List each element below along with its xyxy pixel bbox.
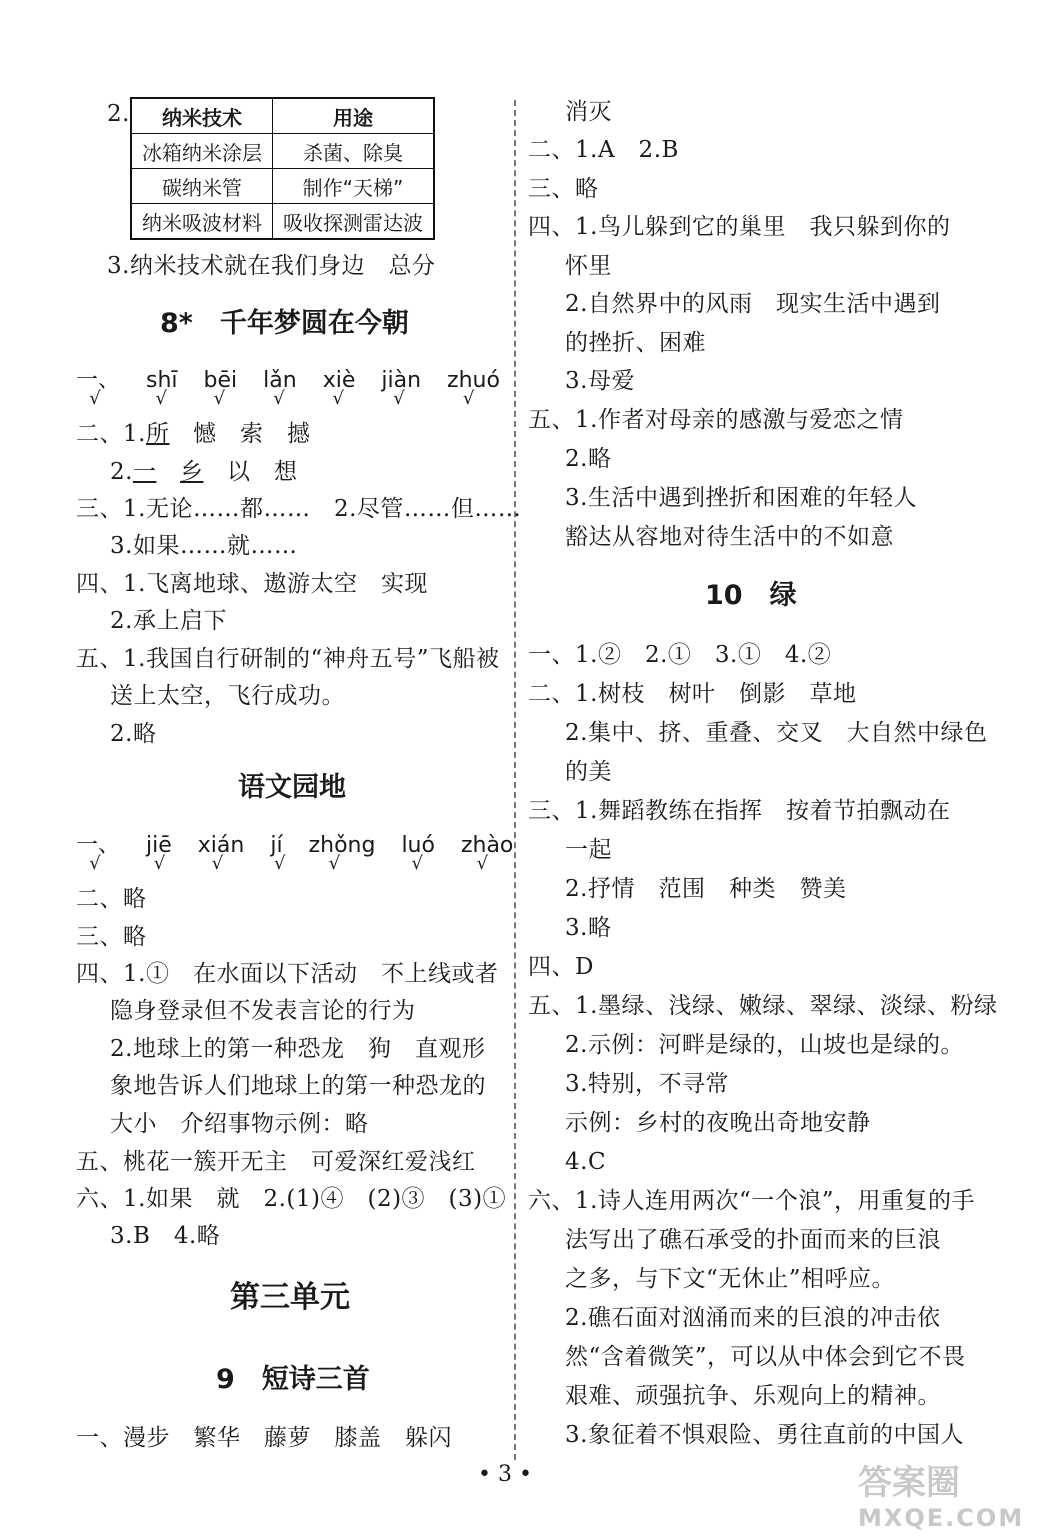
answer-line: 3.生活中遇到挫折和困难的年轻人 xyxy=(565,485,917,511)
table-header: 用途 xyxy=(273,98,435,134)
answer-line: 3.如果……就…… xyxy=(110,533,298,559)
answer-line: 3.B 4.略 xyxy=(110,1223,221,1249)
answer-line: 四、D xyxy=(528,954,594,980)
table-header-row xyxy=(131,98,434,134)
answer-line: 五、桃花一簇开无主 可爱深红爱浅红 xyxy=(76,1149,476,1175)
table-cell: 纳米吸波材料 xyxy=(131,204,273,240)
table-cell: 碳纳米管 xyxy=(131,169,273,204)
answer-line: 示例：乡村的夜晚出奇地安静 xyxy=(565,1110,871,1136)
answer-line: 2.略 xyxy=(110,721,157,747)
answer-line: 五、1.作者对母亲的感激与爱恋之情 xyxy=(528,407,904,433)
answer-line: 五、1.我国自行研制的“神舟五号”飞船被 xyxy=(76,646,500,672)
answer-text: 憾 索 撼 xyxy=(169,421,311,447)
answer-line: 象地告诉人们地球上的第一种恐龙的 xyxy=(110,1073,486,1099)
pinyin-item: luó √ xyxy=(401,833,435,859)
answer-line: 六、1.如果 就 2.(1)④ (2)③ (3)① xyxy=(76,1186,507,1212)
answer-line: 3.母爱 xyxy=(565,368,635,394)
answer-line: 2.承上启下 xyxy=(110,608,227,634)
page-number: • 3 • xyxy=(478,1462,532,1487)
answer-line: 二、略 xyxy=(76,886,147,912)
pinyin-item: bēi √ xyxy=(204,368,238,394)
answer-line: 2.抒情 范围 种类 赞美 xyxy=(565,876,847,902)
answer-line xyxy=(110,458,297,486)
answer-line: 三、略 xyxy=(76,924,147,950)
section-heading-10: 10 绿 xyxy=(705,580,797,611)
answer-line: 六、1.诗人连用两次“一个浪”，用重复的手 xyxy=(528,1188,975,1214)
watermark-url: MXQE.COM xyxy=(858,1504,1025,1532)
table-row xyxy=(131,134,434,169)
pinyin-item: xiè √ xyxy=(323,368,356,394)
pinyin-label: 一、 √ xyxy=(76,833,120,859)
answer-line: 之多，与下文“无休止”相呼应。 xyxy=(565,1266,896,1292)
section-heading-8: 8* 千年梦圆在今朝 xyxy=(160,308,409,339)
answer-text: 以 想 xyxy=(203,459,298,485)
answer-line: 3.象征着不惧艰险、勇往直前的中国人 xyxy=(565,1422,964,1448)
answer-line: 隐身登录但不发表言论的行为 xyxy=(110,998,416,1024)
pinyin-item: zhào √ xyxy=(461,833,513,859)
pinyin-row-8 xyxy=(76,368,526,394)
underlined-char: 所 xyxy=(145,421,170,447)
answer-line: 3.略 xyxy=(565,915,612,941)
table-row xyxy=(131,169,434,204)
answer-line: 三、1.无论……都…… 2.尽管……但…… xyxy=(76,496,522,522)
table-row xyxy=(131,204,434,240)
pinyin-item: jiē √ xyxy=(146,833,172,859)
answer-line: 2.略 xyxy=(565,446,612,472)
pinyin-label: 一、 √ xyxy=(76,368,120,394)
pinyin-item: zhǒng √ xyxy=(309,833,376,859)
answer-line: 送上太空，飞行成功。 xyxy=(110,683,345,709)
answer-line: 大小 介绍事物示例：略 xyxy=(110,1111,369,1137)
watermark-logo xyxy=(858,1455,1038,1532)
answer-line: 艰难、顽强抗争、乐观向上的精神。 xyxy=(565,1383,941,1409)
section-heading-9: 9 短诗三首 xyxy=(216,1364,370,1395)
column-divider xyxy=(514,100,516,1460)
answer-prefix: 二、1. xyxy=(76,421,146,447)
pinyin-item: shī √ xyxy=(146,368,178,394)
pinyin-item: xián √ xyxy=(198,833,245,859)
answer-line: 豁达从容地对待生活中的不如意 xyxy=(565,524,894,550)
answer-line: 3.特别，不寻常 xyxy=(565,1071,729,1097)
answer-line: 三、1.舞蹈教练在指挥 按着节拍飘动在 xyxy=(528,798,951,824)
table-header: 纳米技术 xyxy=(131,98,273,134)
answer-line: 2.地球上的第一种恐龙 狗 直观形 xyxy=(110,1036,486,1062)
pinyin-item: jiàn √ xyxy=(381,368,421,394)
pinyin-row-ywyd xyxy=(76,833,539,859)
answer-prefix: 2. xyxy=(110,459,133,485)
answer-line: 四、1.飞离地球、遨游太空 实现 xyxy=(76,571,428,597)
section-heading-ywyd: 语文园地 xyxy=(238,772,346,803)
answer-line: 2.示例：河畔是绿的，山坡也是绿的。 xyxy=(565,1032,964,1058)
answer-line xyxy=(76,420,310,448)
table-cell: 杀菌、除臭 xyxy=(273,134,435,169)
answer-line: 五、1.墨绿、浅绿、嫩绿、翠绿、淡绿、粉绿 xyxy=(528,993,998,1019)
answer-line: 一、漫步 繁华 藤萝 膝盖 躲闪 xyxy=(76,1425,452,1451)
answer-line: 四、1.① 在水面以下活动 不上线或者 xyxy=(76,961,499,987)
answer-line: 三、略 xyxy=(528,176,599,202)
pinyin-item: lǎn √ xyxy=(263,368,297,394)
answer-line: 二、1.A 2.B xyxy=(528,137,679,163)
answer-line: 的挫折、困难 xyxy=(565,330,706,356)
answer-line: 一、1.② 2.① 3.① 4.② xyxy=(528,642,832,668)
pinyin-item: jí √ xyxy=(270,833,282,859)
table-cell: 制作“天梯” xyxy=(273,169,435,204)
answer-line: 法写出了礁石承受的扑面而来的巨浪 xyxy=(565,1227,941,1253)
nano-table xyxy=(130,97,435,240)
pinyin-item: zhuó √ xyxy=(447,368,500,394)
answer-line: 然“含着微笑”，可以从中体会到它不畏 xyxy=(565,1344,966,1370)
answer-line: 3.纳米技术就在我们身边 总分 xyxy=(107,253,436,279)
underlined-char: 一 xyxy=(132,459,157,485)
answer-line: 一起 xyxy=(565,837,612,863)
unit-heading: 第三单元 xyxy=(230,1280,350,1315)
answer-line: 消灭 xyxy=(565,99,612,125)
answer-line: 四、1.鸟儿躲到它的巢里 我只躲到你的 xyxy=(528,214,951,240)
table-cell: 冰箱纳米涂层 xyxy=(131,134,273,169)
underlined-char: 乡 xyxy=(179,459,204,485)
answer-line: 2.自然界中的风雨 现实生活中遇到 xyxy=(565,291,941,317)
answer-line: 怀里 xyxy=(565,253,612,279)
answer-line: 2.礁石面对汹涌而来的巨浪的冲击依 xyxy=(565,1305,941,1331)
q2-number: 2. xyxy=(107,101,130,127)
watermark-text: 答案圈 xyxy=(858,1463,960,1503)
answer-line: 2.集中、挤、重叠、交叉 大自然中绿色 xyxy=(565,720,988,746)
answer-line: 二、1.树枝 树叶 倒影 草地 xyxy=(528,681,857,707)
table-cell: 吸收探测雷达波 xyxy=(273,204,435,240)
answer-line: 的美 xyxy=(565,759,612,785)
answer-line: 4.C xyxy=(565,1149,607,1175)
